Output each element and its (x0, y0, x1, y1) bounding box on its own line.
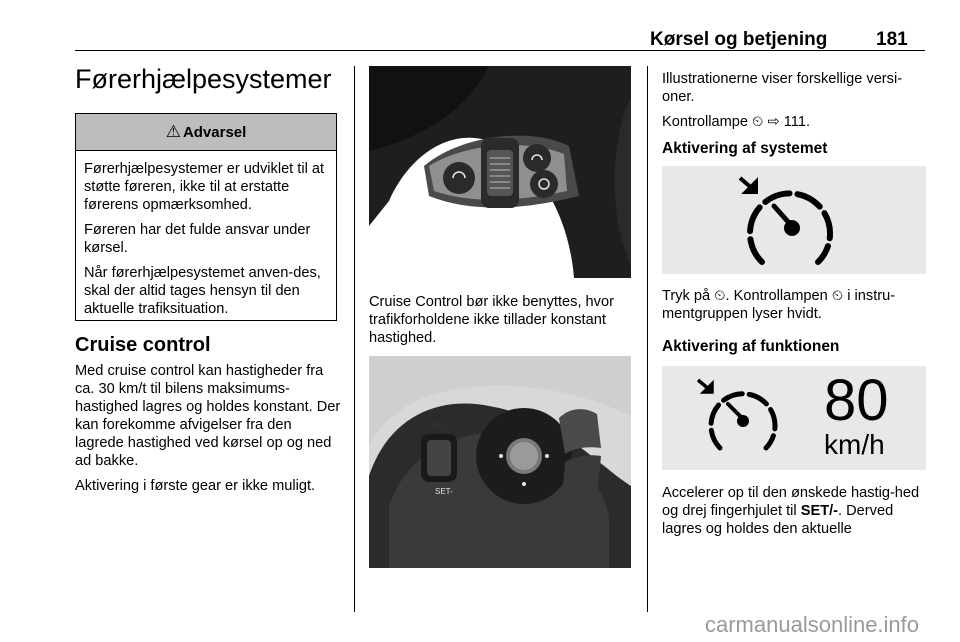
heading-activating-system: Aktivering af systemet (662, 140, 828, 157)
steering-wheel-photo-1 (369, 66, 631, 278)
warning-paragraph-2: Føreren har det fulde ansvar under kørsel. (84, 222, 311, 256)
left-body-text (75, 362, 341, 502)
warning-paragraph-1: Førerhjælpesystemer er udviklet til at støtte føreren, ikke til at erstatte førerens opmærksomhed. (84, 161, 325, 213)
right-intro (662, 70, 928, 138)
set-button-label: SET/- (800, 503, 839, 519)
heading-activating-function: Aktivering af funktionen (662, 338, 840, 355)
speed-unit: km/h (824, 429, 885, 460)
header-rule (75, 50, 925, 51)
warning-box (75, 113, 337, 321)
activation-instruction: Tryk på ⏲. Kontrollampen ⏲ i instru‐mentgruppen lyser hvidt. (662, 288, 896, 322)
warning-paragraph-3: Når førerhjælpesystemet anven‐des, skal der altid tages hensyn til den aktuelle trafiksituation. (84, 265, 321, 317)
section-title-cruise-control: Cruise control (75, 334, 211, 356)
steering-wheel-illustration-1 (369, 66, 631, 278)
set-speed-instruction (662, 484, 928, 538)
set-speed-text-1: Accelerer op til den ønskede hastig‐hed og drej fingerhjulet til (662, 485, 920, 519)
warning-triangle-icon: ⚠ (165, 122, 181, 141)
running-header-title: Kørsel og betjening (650, 29, 828, 50)
page-number: 181 (876, 29, 908, 50)
cruise-control-paragraph-2: Aktivering i første gear er ikke muligt. (75, 478, 316, 494)
warning-header (76, 114, 336, 151)
set-speed-text-2: . Derved lagres og holdes den aktuelle (662, 503, 894, 537)
set-label: SET- (435, 487, 453, 496)
cruise-lamp-panel (662, 166, 926, 274)
steering-wheel-illustration-2 (369, 356, 631, 568)
cruise-control-icon (662, 166, 926, 274)
middle-caption: Cruise Control bør ikke benyttes, hvor trafikforholdene ikke tillader konstant hastighed. (369, 294, 614, 346)
page-heading: Førerhjælpesystemer (75, 64, 332, 94)
warning-title: Advarsel (182, 123, 247, 141)
speed-value: 80 (824, 368, 889, 433)
column-divider-right (647, 66, 648, 612)
res-label: RES+ (431, 421, 453, 430)
versions-note: Illustrationerne viser forskellige versi‐oner. (662, 71, 903, 105)
speed-display-panel (662, 366, 926, 470)
control-lamp-reference: Kontrollampe ⏲ ⇨ 111. (662, 114, 810, 130)
watermark: carmanualsonline.info (705, 612, 920, 637)
cruise-control-paragraph-1: Med cruise control kan hastigheder fra ca. 30 km/t til bilens maksimums‐hastighed lagres og holdes konstant. Der kan forekomme afvigelser fra den lagrede hastighed ved kørsel op og ned ad bakke. (75, 363, 341, 469)
steering-wheel-photo-2 (369, 356, 631, 568)
warning-body (76, 151, 336, 318)
column-divider-left (354, 66, 355, 612)
